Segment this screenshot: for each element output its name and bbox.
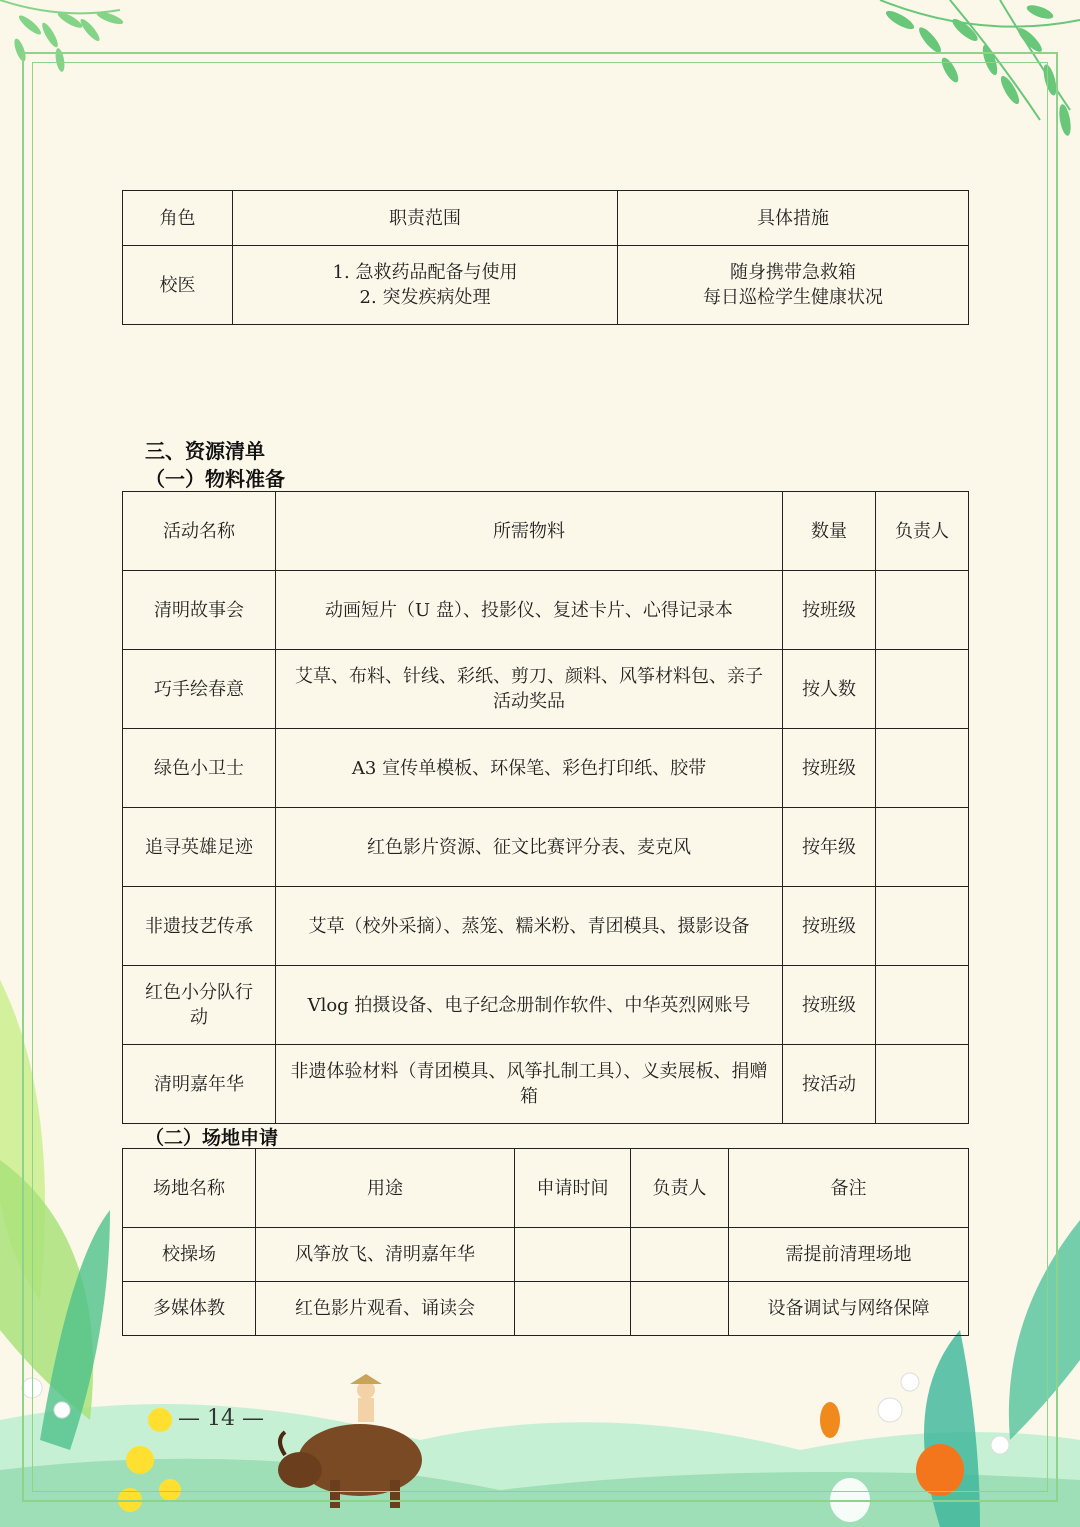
- owner-cell: [876, 1045, 969, 1124]
- items-cell: 红色影片资源、征文比赛评分表、麦克风: [276, 808, 783, 887]
- materials-title: （一）物料准备: [145, 467, 285, 491]
- role-cell: 校医: [123, 246, 233, 325]
- owner-cell: [876, 966, 969, 1045]
- page-number: — 14 —: [178, 1406, 264, 1431]
- quantity-cell: 按活动: [783, 1045, 876, 1124]
- header-cell: 角色: [123, 191, 233, 246]
- venue-use-cell: 红色影片观看、诵读会: [256, 1282, 515, 1336]
- table-row: [123, 1282, 969, 1336]
- items-cell: A3 宣传单模板、环保笔、彩色打印纸、胶带: [276, 729, 783, 808]
- venue-owner-cell: [631, 1228, 729, 1282]
- activity-name-cell: 清明故事会: [123, 571, 276, 650]
- venue-note-cell: 需提前清理场地: [729, 1228, 969, 1282]
- section-title: 三、资源清单: [145, 439, 265, 463]
- owner-cell: [876, 808, 969, 887]
- activity-name-cell: 红色小分队行动: [123, 966, 276, 1045]
- venues-table: [122, 1148, 969, 1336]
- table-header-row: [123, 1149, 969, 1228]
- quantity-cell: 按班级: [783, 571, 876, 650]
- roles-table: [122, 190, 969, 325]
- owner-cell: [876, 571, 969, 650]
- activity-name-cell: 绿色小卫士: [123, 729, 276, 808]
- quantity-cell: 按年级: [783, 808, 876, 887]
- table-row: [123, 729, 969, 808]
- quantity-cell: 按班级: [783, 729, 876, 808]
- table-row: [123, 1228, 969, 1282]
- table-header-row: [123, 492, 969, 571]
- venue-use-cell: 风筝放飞、清明嘉年华: [256, 1228, 515, 1282]
- header-cell: 具体措施: [618, 191, 969, 246]
- header-cell: 负责人: [876, 492, 969, 571]
- items-cell: 艾草（校外采摘）、蒸笼、糯米粉、青团模具、摄影设备: [276, 887, 783, 966]
- table-row: [123, 571, 969, 650]
- header-cell: 用途: [256, 1149, 515, 1228]
- header-cell: 备注: [729, 1149, 969, 1228]
- header-cell: 申请时间: [515, 1149, 631, 1228]
- quantity-cell: 按班级: [783, 887, 876, 966]
- duty-line: 2. 突发疾病处理: [359, 287, 491, 308]
- owner-cell: [876, 729, 969, 808]
- table-row: [123, 246, 969, 325]
- items-cell: 非遗体验材料（青团模具、风筝扎制工具）、义卖展板、捐赠箱: [276, 1045, 783, 1124]
- venue-time-cell: [515, 1282, 631, 1336]
- venue-owner-cell: [631, 1282, 729, 1336]
- header-cell: 职责范围: [233, 191, 618, 246]
- measure-cell: [618, 246, 969, 325]
- items-cell: 艾草、布料、针线、彩纸、剪刀、颜料、风筝材料包、亲子活动奖品: [276, 650, 783, 729]
- duty-cell: [233, 246, 618, 325]
- measure-line: 随身携带急救箱: [730, 262, 856, 283]
- activity-name-cell: 追寻英雄足迹: [123, 808, 276, 887]
- measure-line: 每日巡检学生健康状况: [703, 287, 883, 308]
- header-cell: 负责人: [631, 1149, 729, 1228]
- header-cell: 所需物料: [276, 492, 783, 571]
- header-cell: 数量: [783, 492, 876, 571]
- table-row: [123, 887, 969, 966]
- items-cell: Vlog 拍摄设备、电子纪念册制作软件、中华英烈网账号: [276, 966, 783, 1045]
- materials-table: [122, 491, 969, 1124]
- venue-note-cell: 设备调试与网络保障: [729, 1282, 969, 1336]
- activity-name-cell: 巧手绘春意: [123, 650, 276, 729]
- table-row: [123, 650, 969, 729]
- activity-name-cell: 清明嘉年华: [123, 1045, 276, 1124]
- venue-name-cell: 校操场: [123, 1228, 256, 1282]
- venue-name-cell: 多媒体教: [123, 1282, 256, 1336]
- venues-title: （二）场地申请: [145, 1127, 279, 1149]
- quantity-cell: 按人数: [783, 650, 876, 729]
- owner-cell: [876, 887, 969, 966]
- header-cell: 活动名称: [123, 492, 276, 571]
- table-row: [123, 1045, 969, 1124]
- table-header-row: [123, 191, 969, 246]
- activity-name-cell: 非遗技艺传承: [123, 887, 276, 966]
- venue-time-cell: [515, 1228, 631, 1282]
- table-row: [123, 808, 969, 887]
- duty-line: 1. 急救药品配备与使用: [332, 262, 518, 283]
- header-cell: 场地名称: [123, 1149, 256, 1228]
- owner-cell: [876, 650, 969, 729]
- table-row: [123, 966, 969, 1045]
- items-cell: 动画短片（U 盘）、投影仪、复述卡片、心得记录本: [276, 571, 783, 650]
- quantity-cell: 按班级: [783, 966, 876, 1045]
